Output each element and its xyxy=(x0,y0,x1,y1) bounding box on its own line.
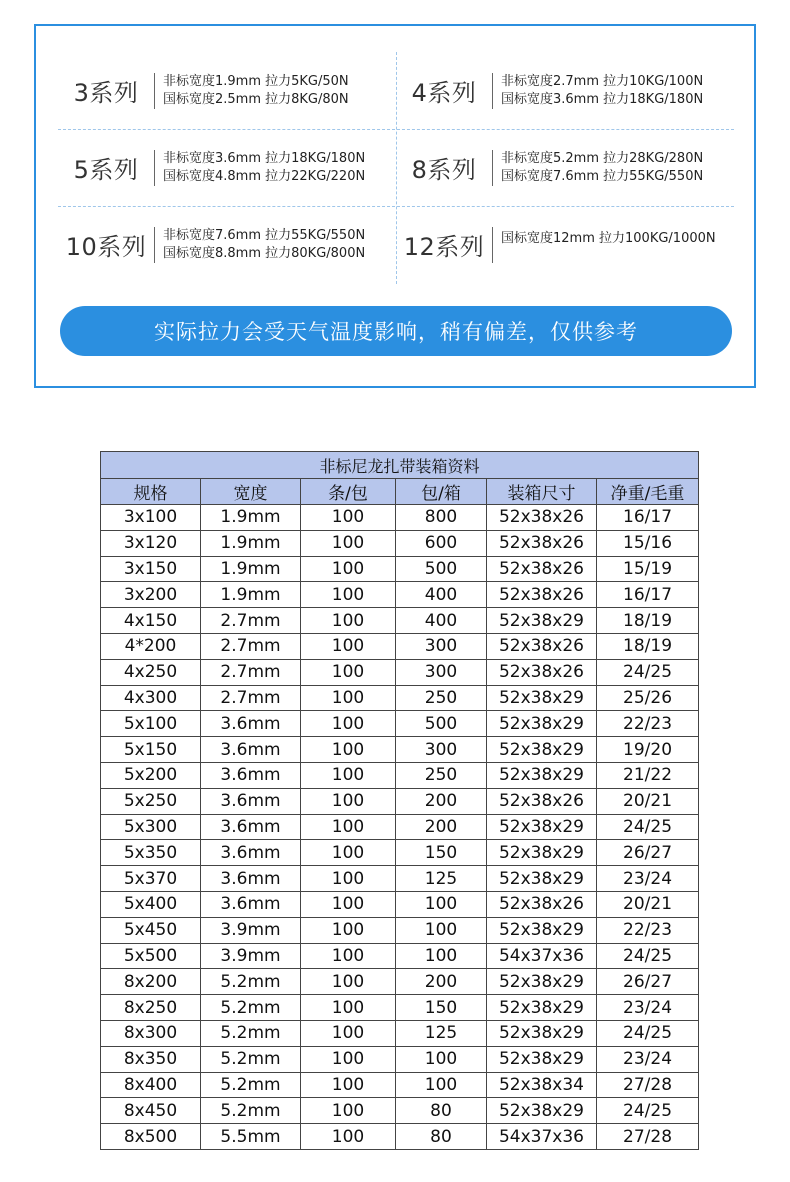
table-cell: 100 xyxy=(301,917,396,943)
series-separator xyxy=(154,227,155,263)
table-cell: 18/19 xyxy=(597,608,699,634)
table-cell: 1.9mm xyxy=(201,582,301,608)
table-cell: 5.2mm xyxy=(201,1072,301,1098)
table-cell: 15/16 xyxy=(597,530,699,556)
table-cell: 52x38x29 xyxy=(487,917,597,943)
table-cell: 4*200 xyxy=(101,633,201,659)
table-cell: 100 xyxy=(301,711,396,737)
table-cell: 100 xyxy=(301,943,396,969)
table-cell: 8x450 xyxy=(101,1098,201,1124)
table-cell: 8x250 xyxy=(101,995,201,1021)
table-cell: 52x38x29 xyxy=(487,995,597,1021)
table-cell: 125 xyxy=(396,1020,487,1046)
table-cell: 52x38x26 xyxy=(487,788,597,814)
table-cell: 400 xyxy=(396,608,487,634)
table-row xyxy=(101,659,699,685)
table-cell: 52x38x26 xyxy=(487,530,597,556)
table-cell: 23/24 xyxy=(597,866,699,892)
series-separator xyxy=(154,150,155,186)
table-cell: 4x300 xyxy=(101,685,201,711)
series-name: 4系列 xyxy=(411,79,477,107)
table-cell: 250 xyxy=(396,762,487,788)
table-cell: 200 xyxy=(396,814,487,840)
table-cell: 300 xyxy=(396,633,487,659)
table-cell: 100 xyxy=(301,633,396,659)
table-cell: 24/25 xyxy=(597,943,699,969)
table-cell: 27/28 xyxy=(597,1124,699,1150)
table-row xyxy=(101,556,699,582)
table-cell: 52x38x29 xyxy=(487,711,597,737)
table-cell: 5x250 xyxy=(101,788,201,814)
table-cell: 300 xyxy=(396,737,487,763)
table-cell: 2.7mm xyxy=(201,685,301,711)
column-header: 条/包 xyxy=(301,479,396,505)
table-cell: 3.9mm xyxy=(201,943,301,969)
table-cell: 52x38x29 xyxy=(487,608,597,634)
table-cell: 100 xyxy=(301,1072,396,1098)
series-line: 国标宽度3.6mm 拉力18KG/180N xyxy=(501,91,704,107)
series-separator xyxy=(492,73,493,109)
series-description xyxy=(501,73,703,109)
table-cell: 18/19 xyxy=(597,633,699,659)
table-cell: 3.6mm xyxy=(201,762,301,788)
table-cell: 100 xyxy=(301,762,396,788)
table-cell: 3.6mm xyxy=(201,711,301,737)
column-header: 净重/毛重 xyxy=(597,479,699,505)
table-cell: 150 xyxy=(396,840,487,866)
table-header-row xyxy=(101,479,699,505)
table-cell: 200 xyxy=(396,969,487,995)
table-cell: 100 xyxy=(301,1020,396,1046)
table-cell: 52x38x29 xyxy=(487,840,597,866)
series-line: 非标宽度5.2mm 拉力28KG/280N xyxy=(501,150,704,166)
series-line: 国标宽度7.6mm 拉力55KG/550N xyxy=(501,168,704,184)
table-cell: 20/21 xyxy=(597,891,699,917)
table-title: 非标尼龙扎带装箱资料 xyxy=(101,452,699,479)
column-header: 宽度 xyxy=(201,479,301,505)
series-separator xyxy=(492,227,493,263)
table-cell: 52x38x29 xyxy=(487,866,597,892)
table-cell: 5x500 xyxy=(101,943,201,969)
table-cell: 100 xyxy=(301,1098,396,1124)
table-cell: 100 xyxy=(301,505,396,531)
series-line: 非标宽度3.6mm 拉力18KG/180N xyxy=(163,150,366,166)
table-cell: 4x250 xyxy=(101,659,201,685)
table-cell: 600 xyxy=(396,530,487,556)
column-header: 规格 xyxy=(101,479,201,505)
table-cell: 3x100 xyxy=(101,505,201,531)
table-cell: 52x38x34 xyxy=(487,1072,597,1098)
table-row xyxy=(101,737,699,763)
table-row xyxy=(101,840,699,866)
table-cell: 54x37x36 xyxy=(487,1124,597,1150)
table-row xyxy=(101,866,699,892)
table-cell: 2.7mm xyxy=(201,608,301,634)
table-cell: 5.2mm xyxy=(201,969,301,995)
table-cell: 22/23 xyxy=(597,917,699,943)
table-row xyxy=(101,633,699,659)
series-name: 8系列 xyxy=(411,156,477,184)
table-row xyxy=(101,1124,699,1150)
table-cell: 52x38x29 xyxy=(487,685,597,711)
table-cell: 80 xyxy=(396,1124,487,1150)
table-row xyxy=(101,1046,699,1072)
table-cell: 3.6mm xyxy=(201,891,301,917)
notice-banner: 实际拉力会受天气温度影响，稍有偏差，仅供参考 xyxy=(60,306,732,356)
series-line: 国标宽度8.8mm 拉力80KG/800N xyxy=(163,245,366,261)
table-cell: 52x38x26 xyxy=(487,505,597,531)
table-cell: 26/27 xyxy=(597,840,699,866)
table-cell: 100 xyxy=(301,530,396,556)
table-cell: 8x350 xyxy=(101,1046,201,1072)
table-cell: 5.5mm xyxy=(201,1124,301,1150)
table-cell: 2.7mm xyxy=(201,659,301,685)
table-row xyxy=(101,505,699,531)
table-cell: 5x150 xyxy=(101,737,201,763)
table-body xyxy=(101,505,699,1150)
table-cell: 100 xyxy=(301,891,396,917)
table-cell: 100 xyxy=(301,969,396,995)
table-cell: 5.2mm xyxy=(201,1020,301,1046)
table-cell: 80 xyxy=(396,1098,487,1124)
table-cell: 3x200 xyxy=(101,582,201,608)
table-cell: 2.7mm xyxy=(201,633,301,659)
table-row xyxy=(101,608,699,634)
table-cell: 8x500 xyxy=(101,1124,201,1150)
table-cell: 1.9mm xyxy=(201,556,301,582)
table-cell: 8x400 xyxy=(101,1072,201,1098)
table-cell: 52x38x29 xyxy=(487,1020,597,1046)
table-cell: 3.6mm xyxy=(201,840,301,866)
table-cell: 16/17 xyxy=(597,582,699,608)
series-name: 3系列 xyxy=(73,79,139,107)
table-cell: 100 xyxy=(301,659,396,685)
series-line: 国标宽度12mm 拉力100KG/1000N xyxy=(501,231,716,246)
table-cell: 23/24 xyxy=(597,1046,699,1072)
table-cell: 52x38x26 xyxy=(487,582,597,608)
series-line: 非标宽度2.7mm 拉力10KG/100N xyxy=(501,73,704,89)
table-cell: 8x300 xyxy=(101,1020,201,1046)
table-cell: 500 xyxy=(396,556,487,582)
series-separator xyxy=(492,150,493,186)
table-cell: 54x37x36 xyxy=(487,943,597,969)
table-cell: 100 xyxy=(301,556,396,582)
packing-table xyxy=(100,451,699,1150)
table-cell: 5x370 xyxy=(101,866,201,892)
table-cell: 1.9mm xyxy=(201,530,301,556)
table-cell: 3x120 xyxy=(101,530,201,556)
table-cell: 100 xyxy=(396,1046,487,1072)
table-cell: 52x38x29 xyxy=(487,737,597,763)
series-description xyxy=(501,150,703,186)
column-header: 包/箱 xyxy=(396,479,487,505)
table-cell: 100 xyxy=(396,943,487,969)
table-cell: 100 xyxy=(396,917,487,943)
table-cell: 52x38x29 xyxy=(487,1098,597,1124)
table-cell: 52x38x29 xyxy=(487,762,597,788)
table-cell: 100 xyxy=(301,737,396,763)
table-row xyxy=(101,530,699,556)
table-cell: 26/27 xyxy=(597,969,699,995)
table-cell: 24/25 xyxy=(597,659,699,685)
table-cell: 3x150 xyxy=(101,556,201,582)
table-cell: 100 xyxy=(301,840,396,866)
table-cell: 52x38x26 xyxy=(487,633,597,659)
table-cell: 8x200 xyxy=(101,969,201,995)
table-row xyxy=(101,762,699,788)
table-cell: 100 xyxy=(301,788,396,814)
table-cell: 5.2mm xyxy=(201,1098,301,1124)
table-cell: 100 xyxy=(301,1046,396,1072)
table-cell: 5x350 xyxy=(101,840,201,866)
table-cell: 100 xyxy=(301,685,396,711)
table-row xyxy=(101,788,699,814)
table-cell: 52x38x29 xyxy=(487,969,597,995)
table-row xyxy=(101,1098,699,1124)
table-cell: 21/22 xyxy=(597,762,699,788)
series-name: 10系列 xyxy=(65,233,147,261)
table-cell: 20/21 xyxy=(597,788,699,814)
table-cell: 24/25 xyxy=(597,1098,699,1124)
table-row xyxy=(101,1072,699,1098)
series-cell xyxy=(58,206,396,283)
series-cell xyxy=(396,129,734,206)
table-cell: 800 xyxy=(396,505,487,531)
table-cell: 24/25 xyxy=(597,1020,699,1046)
table-cell: 150 xyxy=(396,995,487,1021)
table-row xyxy=(101,814,699,840)
table-cell: 1.9mm xyxy=(201,505,301,531)
table-cell: 100 xyxy=(301,582,396,608)
table-row xyxy=(101,969,699,995)
series-separator xyxy=(154,73,155,109)
series-grid xyxy=(58,52,734,284)
table-cell: 100 xyxy=(301,995,396,1021)
table-row xyxy=(101,917,699,943)
table-cell: 100 xyxy=(301,814,396,840)
table-cell: 3.6mm xyxy=(201,814,301,840)
table-cell: 3.9mm xyxy=(201,917,301,943)
table-row xyxy=(101,582,699,608)
table-cell: 52x38x26 xyxy=(487,556,597,582)
series-description xyxy=(163,73,349,109)
table-row xyxy=(101,685,699,711)
table-row xyxy=(101,711,699,737)
table-cell: 250 xyxy=(396,685,487,711)
packing-table-container xyxy=(100,451,698,1150)
table-cell: 100 xyxy=(301,866,396,892)
table-cell: 19/20 xyxy=(597,737,699,763)
table-cell: 125 xyxy=(396,866,487,892)
table-cell: 5x300 xyxy=(101,814,201,840)
table-cell: 5.2mm xyxy=(201,995,301,1021)
table-cell: 15/19 xyxy=(597,556,699,582)
table-cell: 5x400 xyxy=(101,891,201,917)
table-cell: 400 xyxy=(396,582,487,608)
series-line: 非标宽度1.9mm 拉力5KG/50N xyxy=(163,73,349,89)
table-cell: 300 xyxy=(396,659,487,685)
series-line: 非标宽度7.6mm 拉力55KG/550N xyxy=(163,227,366,243)
column-header: 装箱尺寸 xyxy=(487,479,597,505)
table-cell: 16/17 xyxy=(597,505,699,531)
table-cell: 24/25 xyxy=(597,814,699,840)
table-cell: 52x38x26 xyxy=(487,891,597,917)
table-cell: 3.6mm xyxy=(201,866,301,892)
table-cell: 52x38x29 xyxy=(487,814,597,840)
series-cell xyxy=(396,52,734,129)
table-cell: 23/24 xyxy=(597,995,699,1021)
series-description xyxy=(163,150,365,186)
series-cell xyxy=(58,52,396,129)
table-cell: 100 xyxy=(396,891,487,917)
table-cell: 52x38x29 xyxy=(487,1046,597,1072)
table-row xyxy=(101,891,699,917)
table-row xyxy=(101,995,699,1021)
series-panel xyxy=(34,24,756,388)
series-cell xyxy=(396,206,734,283)
table-cell: 25/26 xyxy=(597,685,699,711)
table-cell: 5x200 xyxy=(101,762,201,788)
series-line: 国标宽度2.5mm 拉力8KG/80N xyxy=(163,91,349,107)
table-cell: 27/28 xyxy=(597,1072,699,1098)
table-cell: 100 xyxy=(301,608,396,634)
series-name: 12系列 xyxy=(403,233,485,261)
table-cell: 22/23 xyxy=(597,711,699,737)
table-cell: 100 xyxy=(301,1124,396,1150)
series-name: 5系列 xyxy=(73,156,139,184)
table-cell: 5x100 xyxy=(101,711,201,737)
table-cell: 200 xyxy=(396,788,487,814)
series-description xyxy=(163,227,365,263)
table-cell: 52x38x26 xyxy=(487,659,597,685)
table-row xyxy=(101,1020,699,1046)
table-cell: 3.6mm xyxy=(201,788,301,814)
table-row xyxy=(101,943,699,969)
table-cell: 3.6mm xyxy=(201,737,301,763)
series-line: 国标宽度4.8mm 拉力22KG/220N xyxy=(163,168,366,184)
table-cell: 5x450 xyxy=(101,917,201,943)
table-cell: 100 xyxy=(396,1072,487,1098)
table-cell: 5.2mm xyxy=(201,1046,301,1072)
series-cell xyxy=(58,129,396,206)
table-cell: 4x150 xyxy=(101,608,201,634)
table-cell: 500 xyxy=(396,711,487,737)
series-description xyxy=(501,230,716,248)
